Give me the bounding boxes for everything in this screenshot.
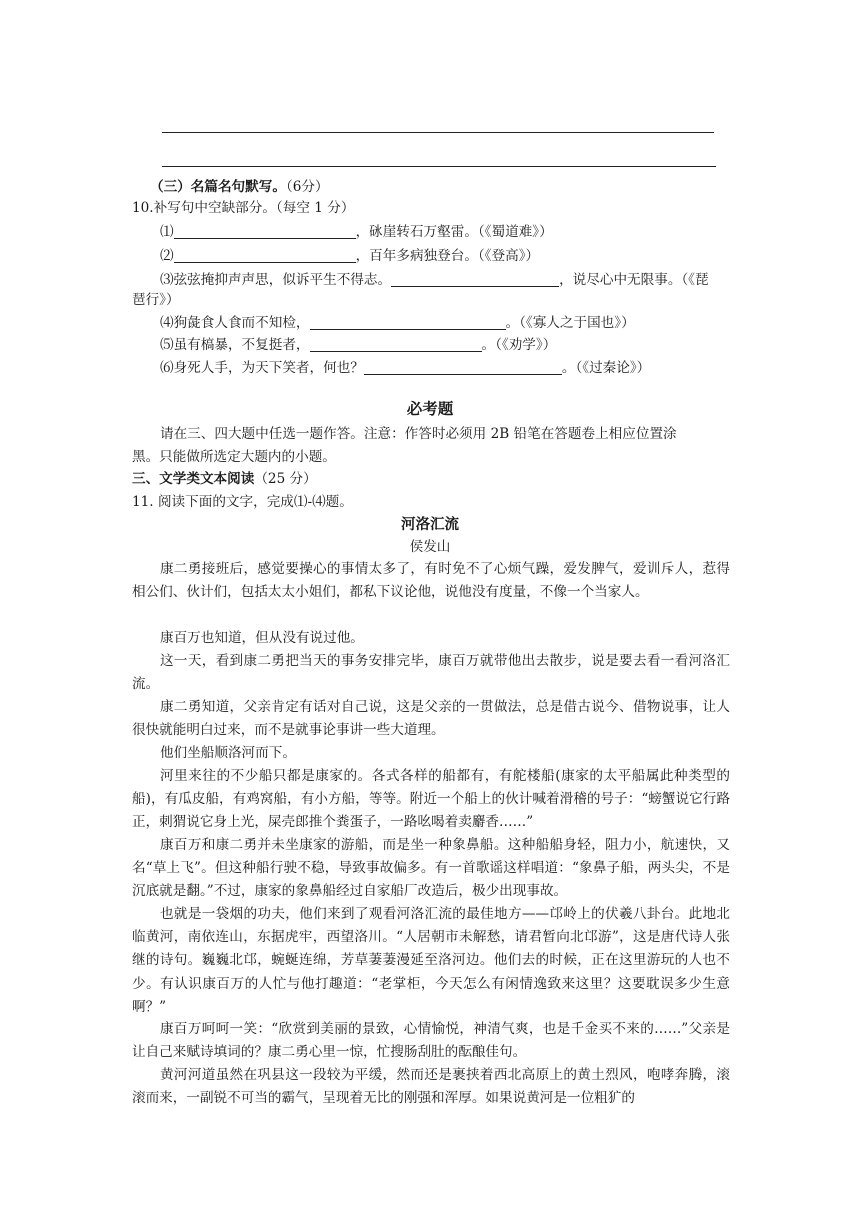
fill-blank[interactable]	[364, 360, 562, 375]
fill-blank[interactable]	[174, 224, 356, 239]
article-paragraph: 康百万也知道，但从没有说过他。	[160, 630, 364, 646]
fill-blank[interactable]	[310, 337, 482, 352]
article-paragraph: 康二勇知道，父亲肯定有话对自己说，这是父亲的一贯做法，总是借古说今、借物说事，让人很快就能明白过来，而不是就事论事讲一些大道理。	[132, 699, 730, 739]
section3-title: （三）名篇名句默写。	[150, 179, 286, 195]
section3-heading	[150, 176, 329, 198]
required-instruction-1: 请在三、四大题中任选一题作答。注意：作答时必须用 2B 铅笔在答题卷上相应位置涂	[160, 426, 677, 442]
q10-item-4: ⑷狗彘食人食而不知检， 。（《寡人之于国也》）	[160, 315, 635, 331]
answer-line-2	[162, 166, 716, 167]
article-paragraph: 河里来往的不少船只都是康家的。各式各样的船都有，有舵楼船(康家的太平船属此种类型的船)，有瓜皮船，有鸡窝船，有小方船，等等。附近一个船上的伙计喊着滑稽的号子：“螃蟹说它行路正，刺猬说它身上光，屎壳郎推个粪蛋子，一路吆喝着卖麝香……”	[132, 768, 730, 831]
fill-blank[interactable]	[174, 248, 356, 263]
article-paragraph: 也就是一袋烟的功夫，他们来到了观看河洛汇流的最佳地方——邙岭上的伏羲八卦台。此地北临黄河，南依连山，东据虎牢，西望洛川。“人居朝市未解愁，请君暂向北邙游”，这是唐代诗人张继的诗句。巍巍北邙，蜿蜒连绵，芳草萋萋漫延至洛河边。他们去的时候，正在这里游玩的人也不少。有认识康百万的人忙与他打趣道：“老掌柜，今天怎么有闲情逸致来这里？这要耽误多少生意啊？”	[132, 906, 730, 1015]
answer-line-1	[162, 132, 714, 133]
article-paragraph: 康百万和康二勇并未坐康家的游船，而是坐一种象鼻船。这种船船身轻，阻力小，航速快，又名“草上飞”。但这种船行驶不稳，导致事故偏多。有一首歌谣这样唱道：“象鼻子船，两头尖，不是沉底就是翻。”不过，康家的象鼻船经过自家船厂改造后，极少出现事故。	[132, 837, 730, 900]
article-paragraph: 康二勇接班后，感觉要操心的事情太多了，有时免不了心烦气躁，爱发脾气，爱训斥人，惹得相公们、伙计们，包括太太小姐们，都私下议论他，说他没有度量，不像一个当家人。	[132, 561, 730, 601]
q10-item-3-cont: 琶行》）	[132, 292, 180, 308]
section-lit-title: 三、文学类文本阅读	[132, 471, 255, 487]
q10-stem: 10.补写句中空缺部分。（每空 1 分）	[132, 200, 355, 216]
fill-blank[interactable]	[310, 315, 506, 330]
q10-item-5: ⑸虽有槁暴，不复挺者， 。（《劝学》）	[160, 337, 557, 353]
article-paragraph: 这一天，看到康二勇把当天的事务安排完毕，康百万就带他出去散步，说是要去看一看河洛汇流。	[132, 653, 730, 693]
required-instruction-2: 黑。只能做所选定大题内的小题。	[132, 449, 336, 465]
section-lit-heading	[132, 468, 317, 490]
required-title: 必考题	[406, 400, 454, 418]
section3-score: （6分）	[285, 179, 329, 195]
section-lit-score: （25 分）	[254, 471, 317, 487]
q10-item-1: ⑴ ，砯崖转石万壑雷。（《蜀道难》）	[160, 224, 553, 240]
q10-item-3: ⑶弦弦掩抑声声思，似诉平生不得志。 ，说尽心中无限事。（《琵	[160, 272, 709, 288]
article-paragraph: 黄河河道虽然在巩县这一段较为平缓，然而还是裹挟着西北高原上的黄土烈风，咆哮奔腾，滚滚而来，一副锐不可当的霸气，呈现着无比的刚强和浑厚。如果说黄河是一位粗犷的	[132, 1067, 730, 1107]
q10-item-2: ⑵ ，百年多病独登台。（《登高》）	[160, 248, 540, 264]
q11-stem: 11. 阅读下面的文字，完成⑴-⑷题。	[132, 494, 353, 510]
article-author: 侯发山	[409, 539, 451, 555]
q10-item-6: ⑹身死人手，为天下笑者，何也？ 。（《过秦论》）	[160, 360, 651, 376]
article-title: 河洛汇流	[401, 517, 459, 533]
fill-blank[interactable]	[391, 272, 559, 287]
article-paragraph: 他们坐船顺洛河而下。	[160, 745, 296, 761]
article-paragraph: 康百万呵呵一笑：“欣赏到美丽的景致，心情愉悦，神清气爽，也是千金买不来的……”父亲是让自己来赋诗填词的？康二勇心里一惊，忙搜肠刮肚的酝酿佳句。	[132, 1021, 730, 1061]
